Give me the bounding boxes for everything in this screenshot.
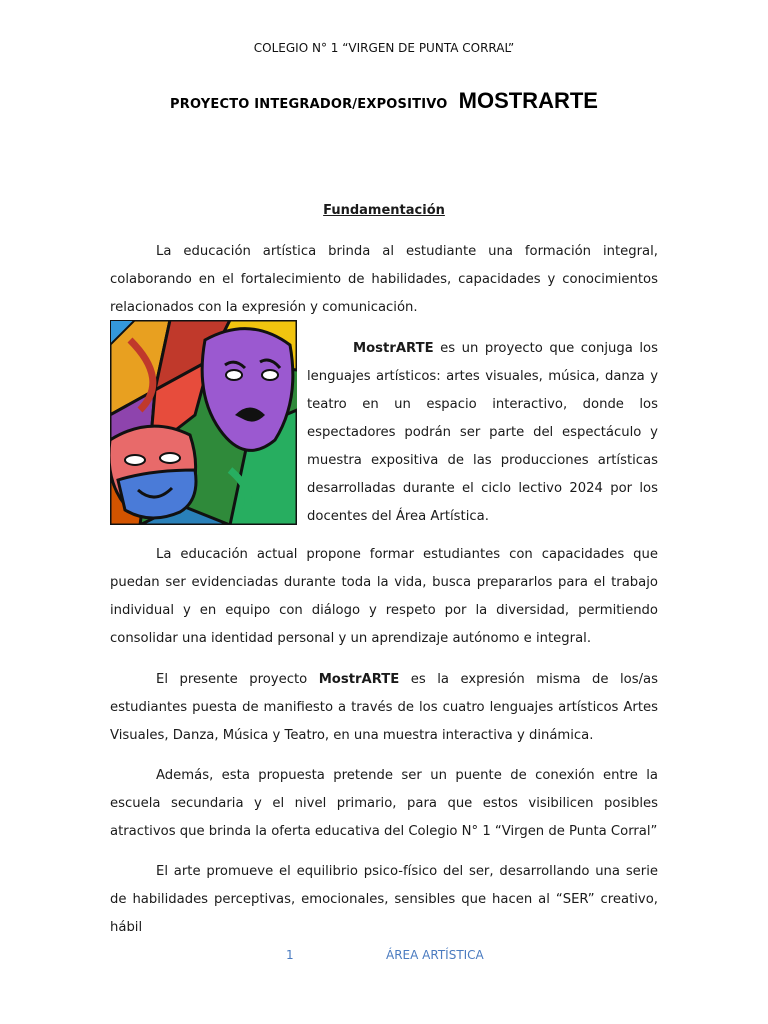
theater-masks-illustration [110, 320, 297, 525]
title-name: MOSTRARTE [458, 88, 598, 113]
page-footer [0, 948, 768, 968]
section-heading: Fundamentación [323, 203, 445, 218]
document-title [0, 88, 768, 114]
paragraph-5: Además, esta propuesta pretende ser un puente de conexión entre la escuela secundaria y el nivel primario, para que estos visibilicen posibles atractivos que brinda la oferta educativa del Colegio N° 1 “Virgen de Punta Corral” [110, 768, 658, 839]
paragraph-1: La educación artística brinda al estudiante una formación integral, colaborando en el fortalecimiento de habilidades, capacidades y conocimientos relacionados con la expresión y comunicación. [110, 244, 658, 315]
footer-area-label: ÁREA ARTÍSTICA [386, 948, 484, 962]
paragraph-2: MostrARTE es un proyecto que conjuga los lenguajes artísticos: artes visuales, música, danza y teatro en un espacio interactivo, donde los espectadores podrán ser parte del espectáculo y muestra expositiva de las producciones artísticas desarrolladas durante el ciclo lectivo 2024 por los docentes del Área Artística. [307, 341, 658, 524]
page-number: 1 [286, 948, 294, 962]
paragraph-4: El presente proyecto MostrARTE es la expresión misma de los/as estudiantes puesta de manifiesto a través de los cuatro lenguajes artísticos Artes Visuales, Danza, Música y Teatro, en una muestra interactiva y dinámica. [110, 672, 659, 743]
page-header: COLEGIO N° 1 “VIRGEN DE PUNTA CORRAL” [253, 41, 515, 55]
paragraph-6: El arte promueve el equilibrio psico-físico del ser, desarrollando una serie de habilidades perceptivas, emocionales, sensibles que hacen al “SER” creativo, hábil [110, 864, 658, 935]
paragraph-3: La educación actual propone formar estudiantes con capacidades que puedan ser evidenciadas durante toda la vida, busca prepararlos para el trabajo individual y en equipo con diálogo y respeto por la diversidad, permitiendo consolidar una identidad personal y un aprendizaje autónomo e integral. [110, 547, 658, 646]
title-prefix: PROYECTO INTEGRADOR/EXPOSITIVO [170, 97, 448, 112]
